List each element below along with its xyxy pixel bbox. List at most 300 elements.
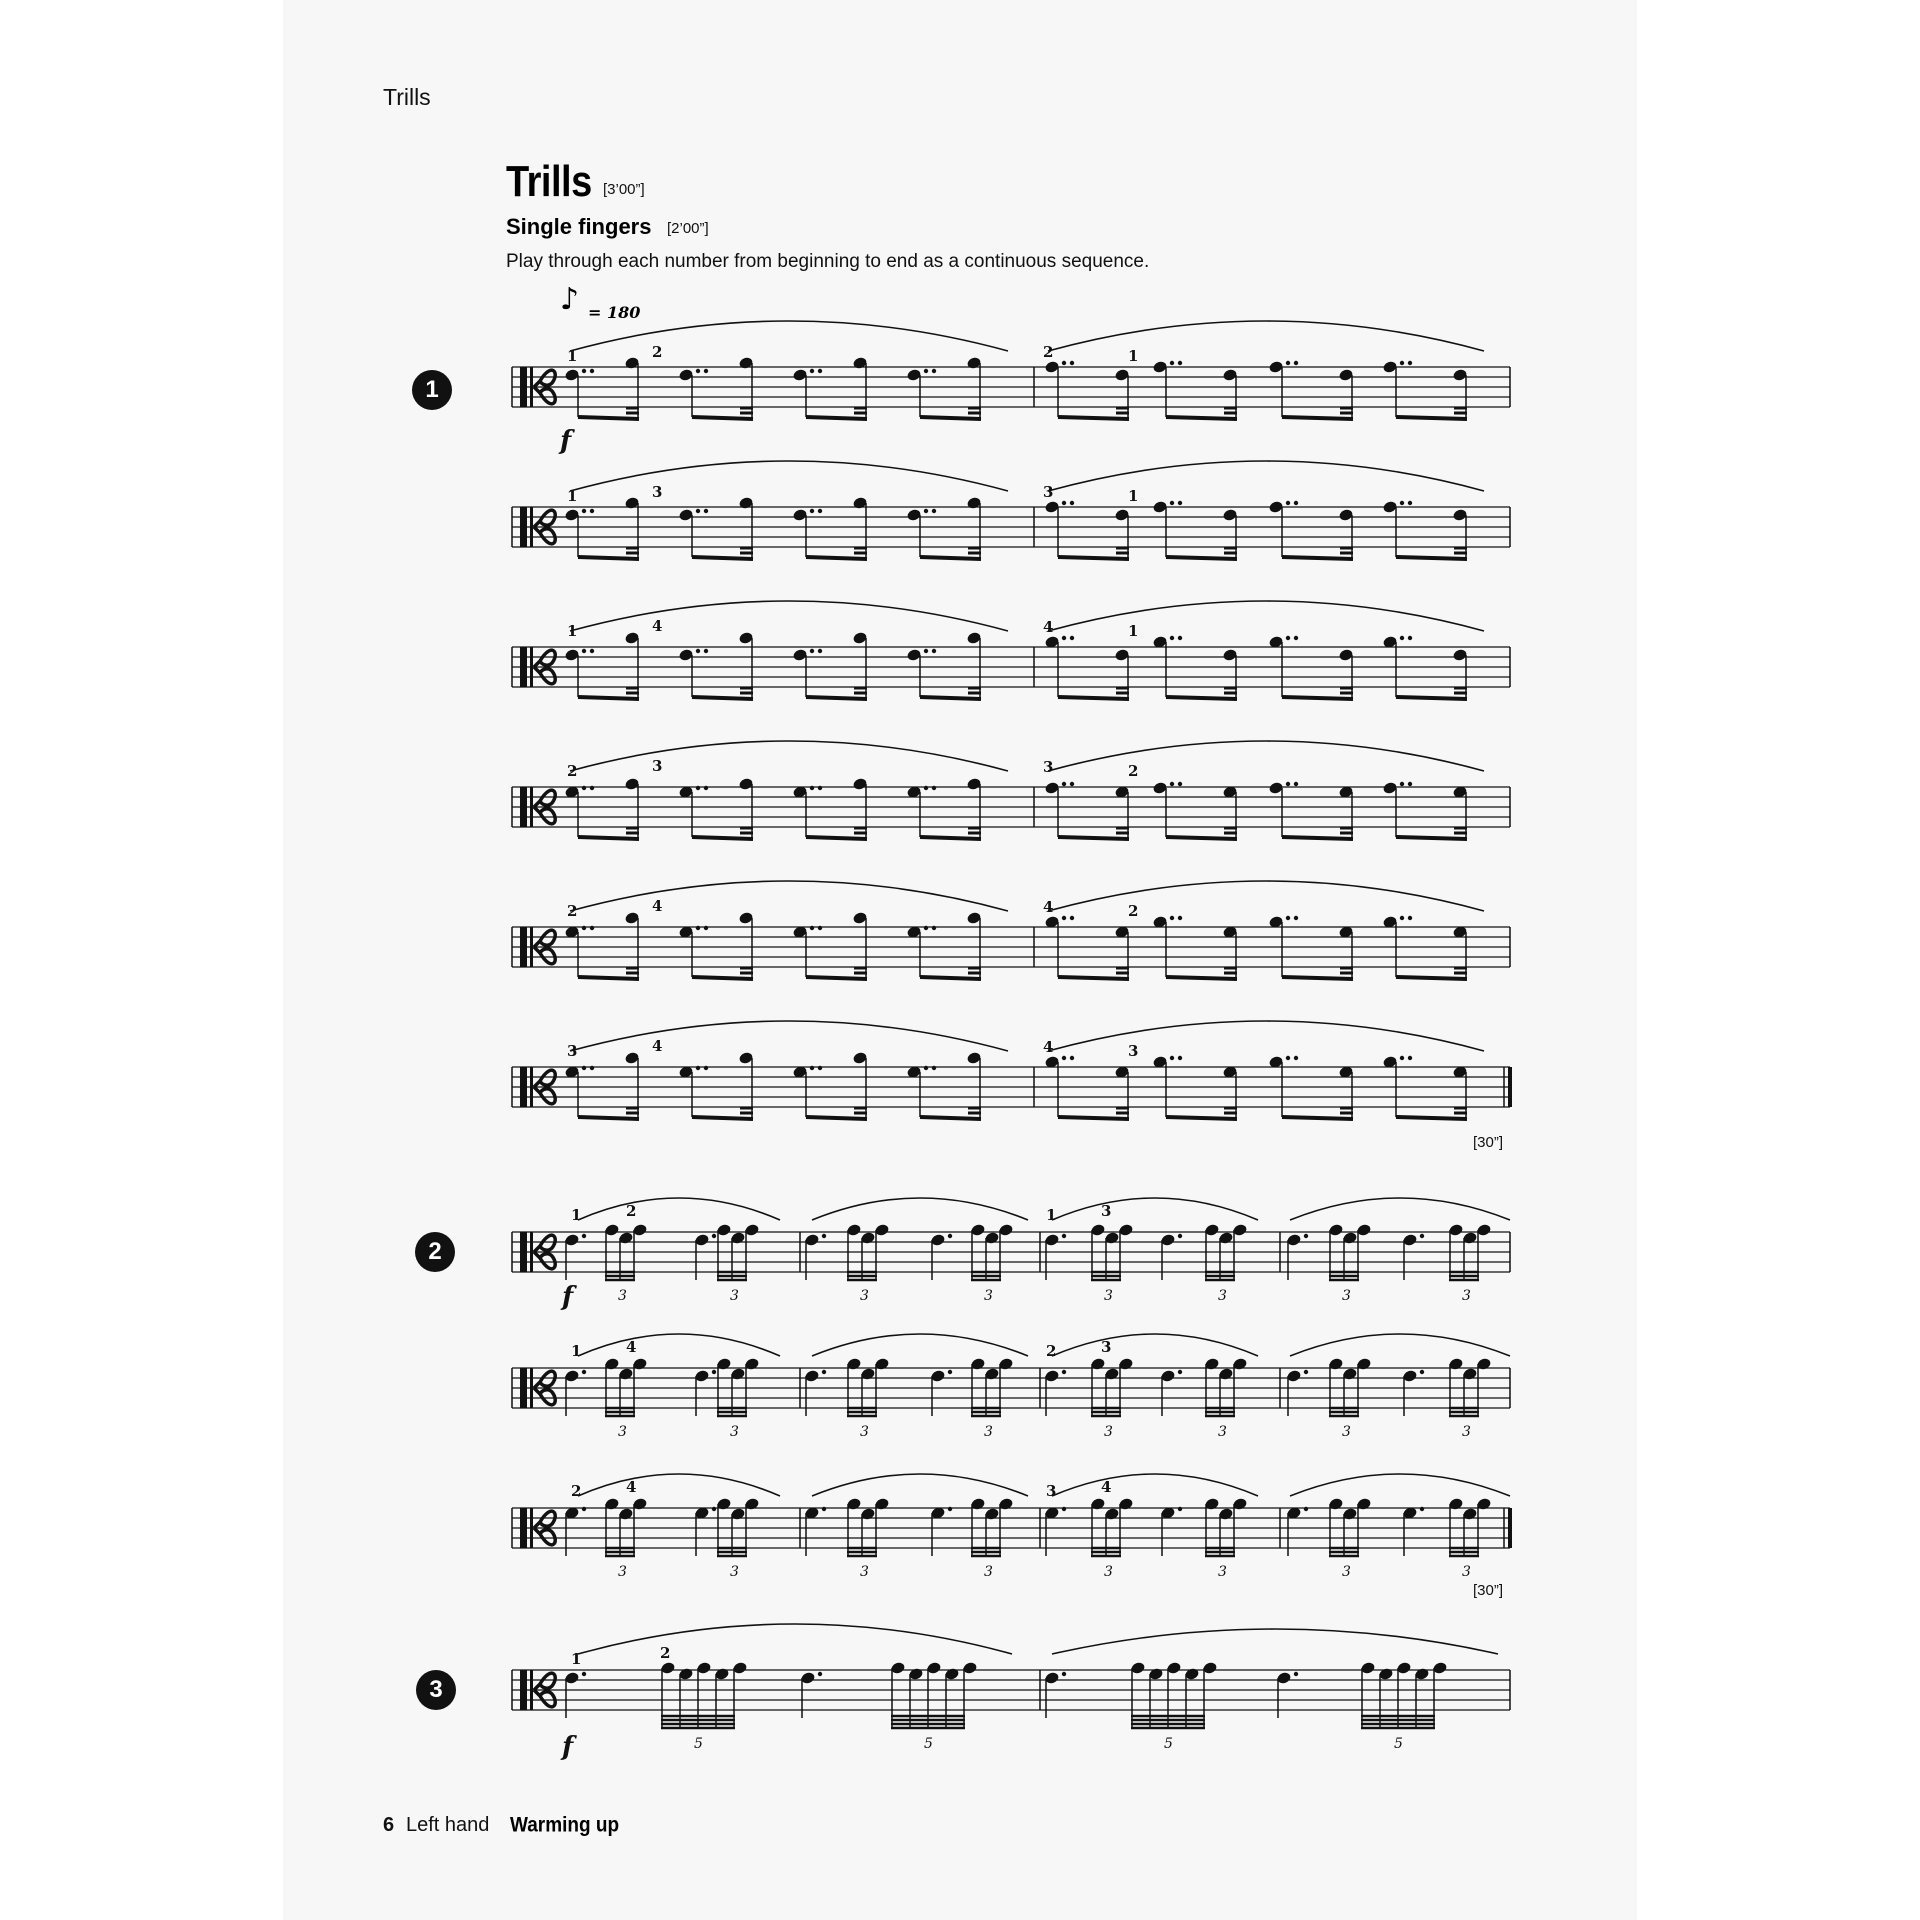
dot (1178, 1056, 1182, 1060)
note-pair (792, 911, 868, 979)
tuplet-number: 3 (860, 1424, 869, 1440)
fingering: 2 (1046, 1342, 1057, 1360)
dot (582, 369, 586, 373)
dot (582, 1370, 586, 1374)
tuplet-number: 3 (1342, 1424, 1351, 1440)
clef-bar (520, 787, 527, 827)
beam (1058, 697, 1129, 699)
dot (1304, 1234, 1308, 1238)
beam (1396, 977, 1467, 979)
fingering: 3 (567, 1042, 578, 1060)
dot (932, 1066, 936, 1070)
dot (1062, 1056, 1066, 1060)
fingering: 1 (571, 1206, 582, 1224)
dot (1286, 782, 1290, 786)
slur (1052, 1198, 1258, 1220)
tuplet-number: 3 (730, 1424, 739, 1440)
dot (924, 509, 928, 513)
dot (582, 786, 586, 790)
beam (1166, 697, 1237, 699)
dot (582, 649, 586, 653)
dot (1178, 1234, 1182, 1238)
slur (1048, 741, 1484, 771)
note-pair (1044, 500, 1130, 559)
dot (1178, 1370, 1182, 1374)
tuplet-number: 5 (1164, 1736, 1173, 1752)
fingering: 2 (652, 343, 663, 361)
beam (1166, 837, 1237, 839)
dot (704, 786, 708, 790)
dot (948, 1507, 952, 1511)
slur (578, 1624, 1012, 1654)
beam (920, 557, 981, 559)
staff (512, 1624, 1510, 1762)
slur (1048, 321, 1484, 351)
staff (512, 741, 1510, 839)
note-pair (906, 1051, 982, 1119)
beam (1058, 837, 1129, 839)
subsection-duration: [2’00”] (667, 220, 709, 237)
dot (704, 509, 708, 513)
note-pair (792, 631, 868, 699)
tuplet-number: 3 (618, 1564, 627, 1580)
fingering: 2 (660, 1644, 671, 1662)
dot (1062, 1370, 1066, 1374)
clef-bar (520, 367, 527, 407)
slur (1290, 1334, 1510, 1356)
clef-bar (530, 927, 533, 967)
exercise-number-1: 1 (412, 370, 452, 410)
beam (806, 977, 867, 979)
clef-bar (530, 1670, 533, 1710)
staff (512, 601, 1510, 699)
staff (512, 1198, 1510, 1312)
dot (1286, 916, 1290, 920)
dot (1400, 1056, 1404, 1060)
dot (590, 509, 594, 513)
triplet-group (1402, 1223, 1492, 1304)
slur (578, 1474, 780, 1496)
clef-bar (530, 647, 533, 687)
eighth-note-icon: ♪ (560, 282, 580, 317)
dot (1062, 636, 1066, 640)
dot (582, 1066, 586, 1070)
dot (1062, 1672, 1066, 1676)
slur (1048, 601, 1484, 631)
dot (948, 1234, 952, 1238)
beam (1282, 417, 1353, 419)
fingering: 3 (1101, 1202, 1112, 1220)
dot (1070, 501, 1074, 505)
tuplet-number: 5 (924, 1736, 933, 1752)
beam (806, 557, 867, 559)
section-title: Trills (506, 158, 592, 207)
beam (692, 417, 753, 419)
note-pair (792, 1051, 868, 1119)
timing-label-2: [30”] (1473, 1582, 1504, 1599)
dot (1286, 1056, 1290, 1060)
dot (924, 649, 928, 653)
fingering: 4 (1043, 1038, 1054, 1056)
dot (1178, 1507, 1182, 1511)
instruction-text: Play through each number from beginning to end as a continuous sequence. (506, 251, 1150, 272)
quintuplet-group (564, 1661, 748, 1752)
dot (1062, 1234, 1066, 1238)
dot (1178, 916, 1182, 920)
dot (1070, 782, 1074, 786)
fingering: 2 (626, 1202, 637, 1220)
beam (920, 697, 981, 699)
slur (1052, 1474, 1258, 1496)
dot (818, 509, 822, 513)
slur (1052, 1629, 1498, 1654)
dot (1170, 916, 1174, 920)
tuplet-number: 3 (618, 1424, 627, 1440)
dot (1408, 361, 1412, 365)
dot (590, 786, 594, 790)
dot (590, 649, 594, 653)
dot (1062, 361, 1066, 365)
fingering: 2 (571, 1482, 582, 1500)
fingering: 1 (571, 1650, 582, 1668)
dot (810, 509, 814, 513)
dot (1286, 636, 1290, 640)
dot (1400, 361, 1404, 365)
triplet-group (1044, 1223, 1134, 1304)
fingering: 4 (652, 1037, 663, 1055)
triplet-group (694, 1223, 760, 1304)
dot (1400, 636, 1404, 640)
clef-bar (530, 1232, 533, 1272)
dot (822, 1370, 826, 1374)
dot (1408, 782, 1412, 786)
dot (1400, 782, 1404, 786)
beam (692, 837, 753, 839)
note-pair (564, 631, 640, 699)
fingering: 4 (1101, 1478, 1112, 1496)
dot (1400, 501, 1404, 505)
fingering: 3 (1046, 1482, 1057, 1500)
beam (1282, 977, 1353, 979)
tuplet-number: 5 (694, 1736, 703, 1752)
note-pair (1268, 360, 1354, 419)
slur (812, 1474, 1028, 1496)
note-pair (1382, 500, 1468, 559)
staff (512, 1474, 1510, 1580)
dot (818, 926, 822, 930)
fingering: 2 (1128, 762, 1139, 780)
beam (1282, 557, 1353, 559)
beam (1058, 1117, 1129, 1119)
staff (512, 881, 1510, 979)
fingering: 1 (1128, 487, 1139, 505)
dot (932, 509, 936, 513)
beam (1396, 417, 1467, 419)
dot (1408, 636, 1412, 640)
fingering: 2 (1128, 902, 1139, 920)
dot (1304, 1370, 1308, 1374)
slur (1290, 1474, 1510, 1496)
dot (590, 926, 594, 930)
note-pair (1268, 500, 1354, 559)
clef-bar (520, 647, 527, 687)
dot (1170, 361, 1174, 365)
slur (578, 1334, 780, 1356)
tuplet-number: 3 (860, 1564, 869, 1580)
dot (582, 1507, 586, 1511)
triplet-group (1286, 1223, 1372, 1304)
slur (1048, 881, 1484, 911)
staff (512, 461, 1510, 559)
fingering: 4 (652, 617, 663, 635)
dot (590, 369, 594, 373)
beam (1282, 837, 1353, 839)
beam (692, 557, 753, 559)
dot (1170, 501, 1174, 505)
note-pair (564, 911, 640, 979)
quintuplet-group (1044, 1661, 1218, 1752)
beam (578, 837, 639, 839)
dot (582, 509, 586, 513)
beam (920, 837, 981, 839)
dynamic-forte: f (562, 1282, 574, 1312)
dot (810, 1066, 814, 1070)
dot (582, 1234, 586, 1238)
dot (818, 369, 822, 373)
running-head: Trills (383, 84, 431, 110)
clef-bar (520, 927, 527, 967)
dot (1170, 782, 1174, 786)
clef-bar (520, 1368, 527, 1408)
tuplet-number: 3 (618, 1288, 627, 1304)
exercise-number-2: 2 (415, 1232, 455, 1272)
tuplet-number: 3 (730, 1564, 739, 1580)
clef-bar (520, 1232, 527, 1272)
subsection-title: Single fingers (506, 214, 652, 239)
dot (696, 649, 700, 653)
dot (924, 926, 928, 930)
dot (1170, 636, 1174, 640)
dot (1304, 1507, 1308, 1511)
dot (1178, 501, 1182, 505)
dot (1062, 1507, 1066, 1511)
dot (1286, 361, 1290, 365)
fingering: 1 (1128, 347, 1139, 365)
dot (1286, 501, 1290, 505)
tuplet-number: 3 (1342, 1564, 1351, 1580)
dot (1420, 1507, 1424, 1511)
dot (1400, 916, 1404, 920)
beam (806, 697, 867, 699)
beam (1166, 977, 1237, 979)
fingering: 2 (567, 902, 578, 920)
dynamic-forte: f (562, 1732, 574, 1762)
beam (920, 977, 981, 979)
dot (1420, 1234, 1424, 1238)
triplet-group (804, 1223, 890, 1304)
dot (712, 1234, 716, 1238)
dynamic-forte: f (560, 426, 572, 456)
dot (1170, 1056, 1174, 1060)
dot (1420, 1370, 1424, 1374)
beam (1396, 557, 1467, 559)
dot (1408, 501, 1412, 505)
note-pair (1152, 360, 1238, 419)
dot (822, 1234, 826, 1238)
fingering: 4 (652, 897, 663, 915)
fingering: 4 (626, 1478, 637, 1496)
dot (1408, 916, 1412, 920)
dot (818, 1672, 822, 1676)
tuplet-number: 3 (1104, 1288, 1113, 1304)
beam (920, 417, 981, 419)
footer-section-title: Warming up (510, 1814, 620, 1838)
slur (570, 1021, 1008, 1051)
dot (704, 926, 708, 930)
beam (1396, 837, 1467, 839)
fingering: 2 (1043, 343, 1054, 361)
fingering: 4 (1043, 898, 1054, 916)
clef-bar (520, 507, 527, 547)
beam (1166, 417, 1237, 419)
fingering: 4 (626, 1338, 637, 1356)
note-pair (1044, 360, 1130, 419)
page-number: 6 (383, 1814, 395, 1836)
clef-bar (530, 1067, 533, 1107)
dot (1294, 1672, 1298, 1676)
quintuplet-group (800, 1661, 978, 1752)
dot (704, 369, 708, 373)
beam (578, 557, 639, 559)
triplet-group (1160, 1223, 1248, 1304)
dot (1294, 916, 1298, 920)
dot (696, 926, 700, 930)
dot (696, 786, 700, 790)
triplet-group (564, 1223, 648, 1304)
note-pair (564, 1051, 640, 1119)
dot (1178, 636, 1182, 640)
slur (570, 741, 1008, 771)
dot (818, 1066, 822, 1070)
note-pair (906, 911, 982, 979)
beam (1058, 977, 1129, 979)
tuplet-number: 3 (860, 1288, 869, 1304)
note-pair (1382, 781, 1468, 839)
beam (692, 1117, 753, 1119)
dot (582, 926, 586, 930)
fingering: 1 (567, 487, 578, 505)
dot (1294, 636, 1298, 640)
quintuplet-group (1276, 1661, 1448, 1752)
dot (704, 649, 708, 653)
dot (696, 369, 700, 373)
beam (1396, 697, 1467, 699)
dot (1070, 916, 1074, 920)
dot (590, 1066, 594, 1070)
beam (1282, 697, 1353, 699)
slur (570, 461, 1008, 491)
tuplet-number: 3 (1104, 1564, 1113, 1580)
staff (512, 1021, 1510, 1119)
note-pair (1268, 781, 1354, 839)
beam (920, 1117, 981, 1119)
tuplet-number: 3 (984, 1288, 993, 1304)
dot (1070, 361, 1074, 365)
dot (1294, 782, 1298, 786)
dot (924, 369, 928, 373)
slur (570, 321, 1008, 351)
fingering: 3 (652, 483, 663, 501)
dot (582, 1672, 586, 1676)
dot (810, 649, 814, 653)
clef-bar (520, 1067, 527, 1107)
dot (1178, 361, 1182, 365)
tuplet-number: 5 (1394, 1736, 1403, 1752)
triplet-group (930, 1223, 1014, 1304)
clef-bar (530, 787, 533, 827)
tuplet-number: 3 (1104, 1424, 1113, 1440)
dot (1070, 1056, 1074, 1060)
dot (924, 786, 928, 790)
beam (692, 977, 753, 979)
fingering: 1 (1046, 1206, 1057, 1224)
slur (570, 601, 1008, 631)
exercise-number-3: 3 (416, 1670, 456, 1710)
beam (1058, 417, 1129, 419)
beam (1396, 1117, 1467, 1119)
slur (812, 1198, 1028, 1220)
note-pair (1382, 360, 1468, 419)
dot (1408, 1056, 1412, 1060)
tuplet-number: 3 (1218, 1288, 1227, 1304)
dot (810, 926, 814, 930)
beam (578, 1117, 639, 1119)
staff (512, 1334, 1510, 1440)
beam (692, 697, 753, 699)
slur (578, 1198, 780, 1220)
dot (932, 649, 936, 653)
tuplet-number: 3 (1218, 1564, 1227, 1580)
dot (932, 926, 936, 930)
note-pair (1152, 500, 1238, 559)
dot (924, 1066, 928, 1070)
fingering: 3 (1101, 1338, 1112, 1356)
fingering: 2 (567, 762, 578, 780)
fingering: 3 (1043, 758, 1054, 776)
fingering: 1 (571, 1342, 582, 1360)
dot (818, 786, 822, 790)
dot (810, 786, 814, 790)
tuplet-number: 3 (1218, 1424, 1227, 1440)
note-pair (678, 1051, 754, 1119)
dot (1070, 636, 1074, 640)
fingering: 3 (1043, 483, 1054, 501)
note-pair (678, 631, 754, 699)
fingering: 1 (1128, 622, 1139, 640)
beam (1166, 1117, 1237, 1119)
slur (1052, 1334, 1258, 1356)
clef-bar (520, 1670, 527, 1710)
tempo-marking: = 180 (588, 303, 641, 322)
timing-label-1: [30”] (1473, 1134, 1504, 1151)
dot (1294, 1056, 1298, 1060)
note-pair (906, 631, 982, 699)
tuplet-number: 3 (1462, 1288, 1471, 1304)
dot (818, 649, 822, 653)
dot (1062, 501, 1066, 505)
slur (1048, 461, 1484, 491)
tuplet-number: 3 (1342, 1288, 1351, 1304)
